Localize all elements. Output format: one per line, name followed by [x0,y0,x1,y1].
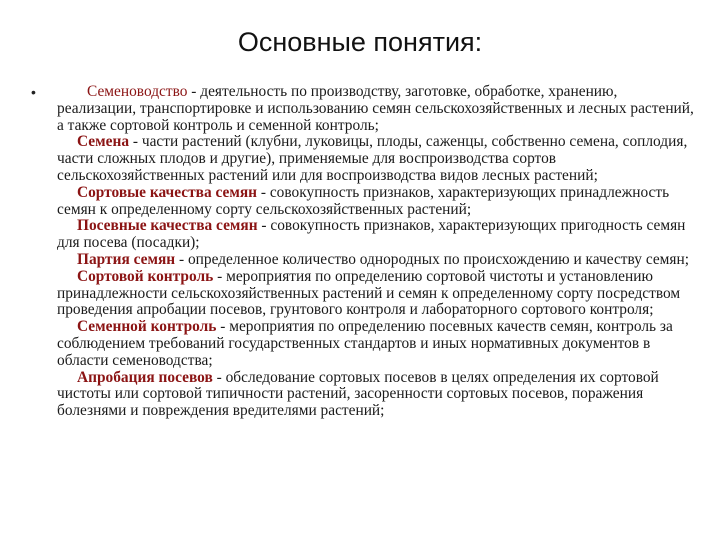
definition-term: Партия семян [77,250,176,268]
definition-item [57,185,697,219]
definition-item [57,84,697,134]
definition-item [57,252,697,269]
bullet-marker: • [31,84,36,100]
definition-text: - совокупность признаков, характеризующих принадлежность семян к определенному сорту сельскохозяйственных растений; [57,183,670,218]
definition-text: - мероприятия по определению сортовой чистоты и установлению принадлежности сельскохозяйственных растений и семян к определенному сорту посредством проведения апробации посевов, грунтового контроля и лабораторного сортового контроля; [57,267,681,319]
definitions-list [57,84,697,420]
definition-term: Посевные качества семян [77,217,258,235]
definition-item [57,134,697,184]
definition-text: - деятельность по производству, заготовке, обработке, хранению, реализации, транспортировке и использованию семян сельскохозяйственных и лесных растений, а также сортовой контроль и семенной контроль; [57,83,694,134]
slide-title: Основные понятия: [237,27,483,57]
definition-term: Сортовые качества семян [77,183,258,201]
definition-text: - обследование сортовых посевов в целях определения их сортовой чистоты или сортовой типичности растений, засоренности сортовых посевов, поражения болезнями и повреждения вредителями растений; [57,368,659,420]
definition-term: Семеноводство [87,83,188,100]
definition-text: - определенное количество однородных по происхождению и качеству семян; [175,250,689,268]
definition-item [57,269,697,319]
definition-term: Семенной контроль [77,318,217,336]
definition-term: Семена [77,133,130,151]
definition-item [57,319,697,369]
definition-text: - совокупность признаков, характеризующих пригодность семян для посева (посадки); [57,217,686,252]
definition-text: - мероприятия по определению посевных качеств семян, контроль за соблюдением требований государственных стандартов и иных нормативных документов в области семеноводства; [57,318,673,369]
definition-item [57,218,697,252]
definition-term: Апробация посевов [77,368,213,386]
definition-text: - части растений (клубни, луковицы, плоды, саженцы, собственно семена, соплодия, части сложных плодов и другие), применяемые для воспроизводства сортов сельскохозяйственных растений или для воспроизводства видов лесных растений; [57,133,688,184]
definition-item [57,370,697,420]
definition-term: Сортовой контроль [77,267,214,285]
